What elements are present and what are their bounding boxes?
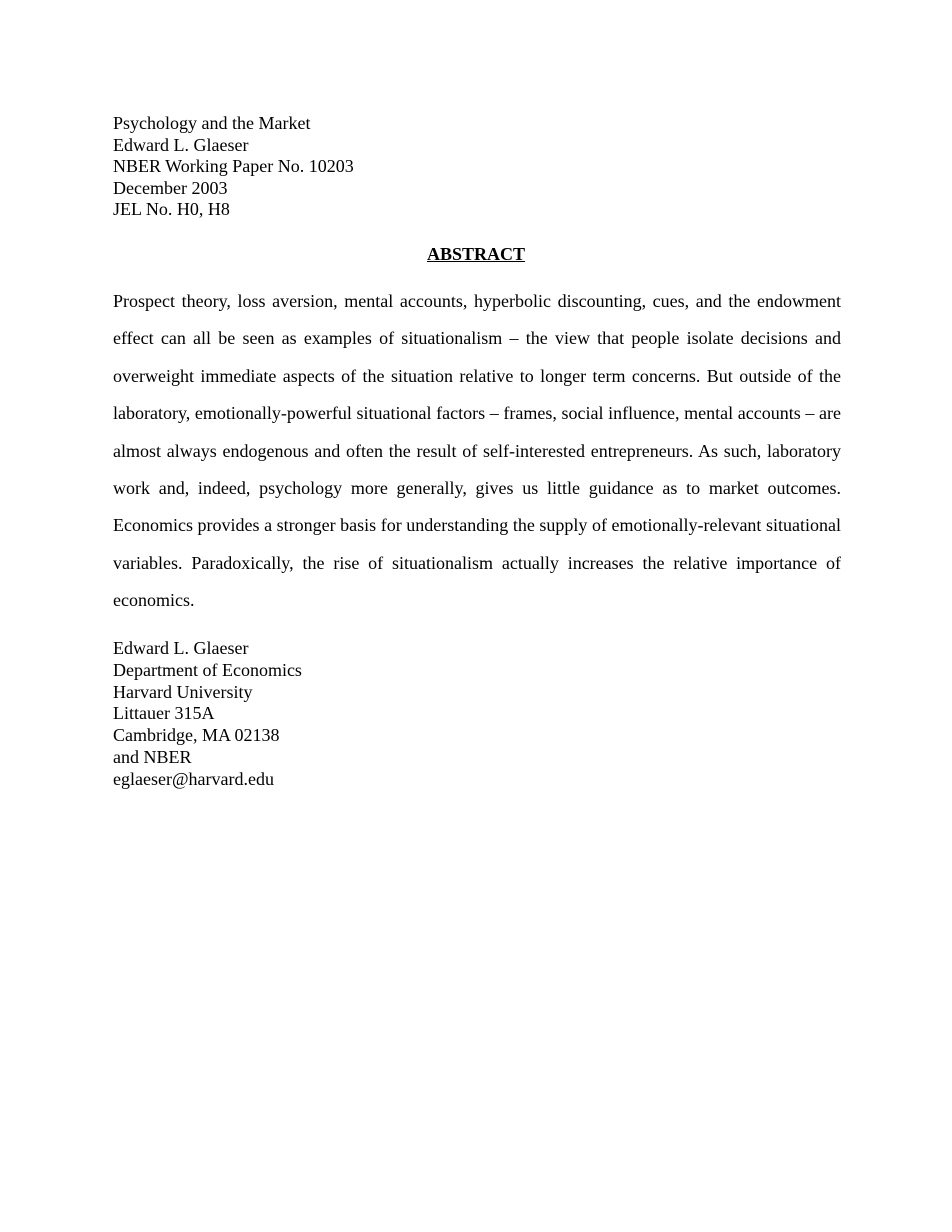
paper-header (113, 113, 354, 221)
abstract-heading: ABSTRACT (426, 244, 526, 264)
author-address (113, 638, 302, 791)
address-university: Harvard University (113, 681, 253, 702)
abstract-text: Prospect theory, loss aversion, mental accounts, hyperbolic discounting, cues, and the endowment effect can all be seen as examples of situationalism – the view that people isolate decisions and overweight immediate aspects of the situation relative to longer term concerns. But outside of the laboratory, emotionally-powerful situational factors – frames, social influence, mental accounts – are almost always endogenous and often the result of self-interested entrepreneurs. As such, laboratory work and, indeed, psychology more generally, gives us little guidance as to market outcomes. Economics provides a stronger basis for understanding the supply of emotionally-relevant situational variables. Paradoxically, the rise of situationalism actually increases the relative importance of economics. (113, 291, 841, 611)
address-affiliation: and NBER (113, 746, 192, 767)
address-department: Department of Economics (113, 659, 302, 680)
working-paper-number: NBER Working Paper No. 10203 (113, 156, 354, 177)
paper-author: Edward L. Glaeser (113, 134, 249, 155)
paper-title: Psychology and the Market (113, 113, 311, 133)
address-city: Cambridge, MA 02138 (113, 725, 280, 746)
jel-codes: JEL No. H0, H8 (113, 199, 230, 220)
author-email: eglaeser@harvard.edu (113, 768, 274, 789)
address-office: Littauer 315A (113, 703, 215, 724)
address-name: Edward L. Glaeser (113, 638, 249, 658)
publication-date: December 2003 (113, 177, 228, 198)
